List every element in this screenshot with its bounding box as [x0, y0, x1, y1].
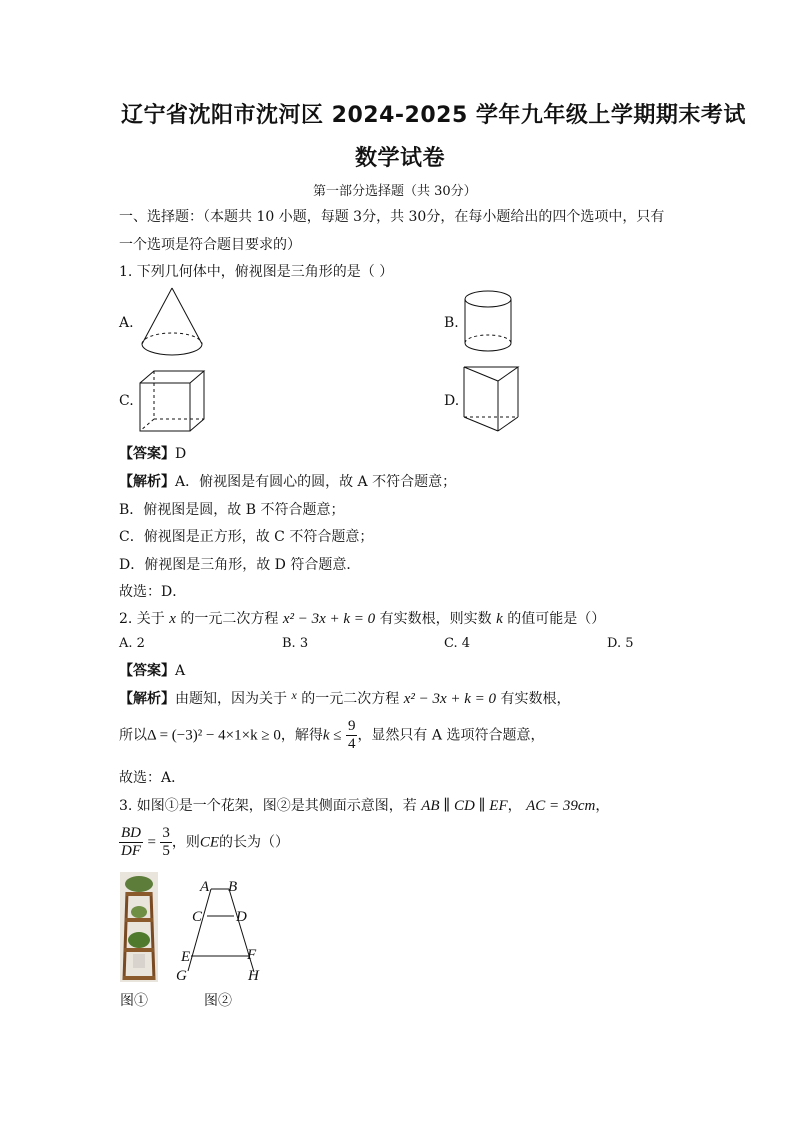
fig2-caption: 图②	[204, 993, 232, 1009]
q1-analysis-c: C．俯视图是正方形，故 C 不符合题意；	[119, 529, 374, 545]
page-subtitle: 数学试卷	[355, 146, 446, 171]
q3-frac-numerator: BD	[121, 825, 141, 841]
q3-frac2-denominator: 5	[162, 843, 170, 859]
cylinder-figure	[462, 290, 518, 356]
page-title: 辽宁省沈阳市沈河区 2024-2025 学年九年级上学期期末考试	[121, 103, 746, 128]
q1-conclusion: 故选：D．	[119, 584, 187, 600]
label-h: H	[248, 968, 259, 984]
q2-analysis-line2: 所以Δ = (−3)² − 4×1×k ≥ 0，解得k ≤ $\frac{9}{4}$ ，显然只有 A 选项符合题意，	[119, 718, 545, 752]
label-c: C	[192, 909, 203, 925]
q2-stem: 2. 关于 x 的一元二次方程 x² − 3x + k = 0 有实数根，则实数 k 的值可能是（）	[119, 611, 606, 627]
q3-frac-denominator: DF	[121, 843, 141, 859]
label-e: E	[181, 949, 191, 965]
q3-frac2-numerator: 3	[162, 825, 170, 841]
fig1-caption: 图①	[120, 993, 148, 1009]
prism-figure	[462, 363, 522, 435]
q2-option-d: D. 5	[607, 636, 634, 651]
section-instruction-line1: 一、选择题：（本题共 10 小题，每题 3分，共 30分，在每小题给出的四个选项中，只有	[119, 209, 665, 225]
q1-stem: 1. 下列几何体中，俯视图是三角形的是（ ）	[119, 264, 394, 280]
label-d: D	[236, 909, 247, 925]
q1-analysis-b: B．俯视图是圆，故 B 不符合题意；	[119, 502, 345, 518]
q2-frac-numerator: 9	[347, 718, 356, 734]
q2-frac-denominator: 4	[347, 736, 356, 752]
q1-option-d: D.	[444, 393, 460, 409]
plant-stand-photo	[120, 872, 158, 982]
q1-option-a: A.	[119, 315, 134, 331]
q1-analysis-d: D．俯视图是三角形，故 D 符合题意．	[119, 557, 361, 573]
label-g: G	[176, 968, 187, 984]
q2-option-a: A. 2	[119, 636, 145, 651]
label-a: A	[200, 879, 210, 895]
q1-answer: 【答案】D	[119, 446, 187, 462]
label-b: B	[228, 879, 238, 895]
label-f: F	[247, 947, 257, 963]
section-instruction-line2: 一个选项是符合题目要求的）	[119, 237, 301, 253]
q2-option-c: C. 4	[444, 636, 471, 651]
q3-stem-line1: 3. 如图①是一个花架，图②是其侧面示意图，若 AB ∥ CD ∥ EF， AC = 39cm，	[119, 798, 610, 814]
q2-answer: 【答案】A	[119, 663, 186, 679]
q2-option-b: B. 3	[282, 636, 309, 651]
q1-option-c: C.	[119, 393, 134, 409]
q1-option-b: B.	[444, 315, 459, 331]
cone-figure	[138, 286, 208, 358]
part-heading: 第一部分选择题（共 30分）	[313, 184, 477, 199]
cube-figure	[138, 369, 208, 435]
q1-analysis-a: 【解析】A．俯视图是有圆心的圆，故 A 不符合题意；	[119, 474, 457, 490]
q2-conclusion: 故选：A．	[119, 770, 186, 786]
q3-stem-line2: $\frac{BD}{DF}$ = $\frac{3}{5}$ ，则CE的长为（）	[121, 825, 290, 859]
q2-analysis-line1: 【解析】由题知，因为关于 x 的一元二次方程 x² − 3x + k = 0 有实数根，	[119, 688, 571, 707]
